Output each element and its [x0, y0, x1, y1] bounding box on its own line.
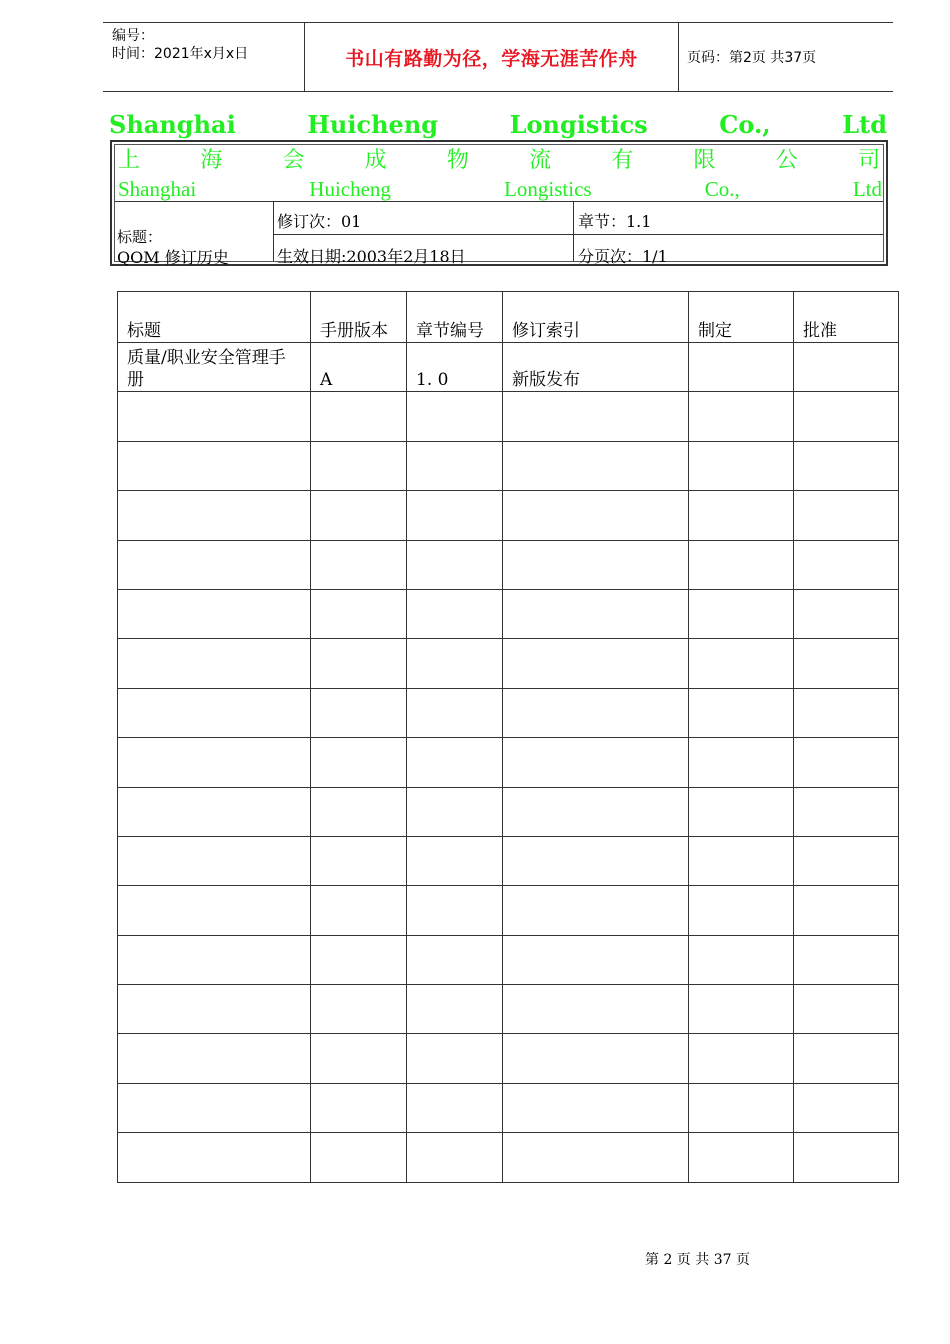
table-cell: [503, 787, 689, 836]
table-cell: [503, 589, 689, 638]
company-word: Shanghai: [109, 110, 236, 139]
table-cell: [503, 985, 689, 1034]
table-row: [118, 343, 899, 392]
doc-title-label: 标题：: [117, 228, 163, 246]
table-cell: [689, 392, 794, 441]
column-header: 章节编号: [407, 292, 503, 343]
table-cell: [118, 738, 311, 787]
table-cell: [794, 639, 899, 688]
divider: [115, 201, 883, 202]
table-cell: [503, 491, 689, 540]
table-cell: [503, 540, 689, 589]
company-char: 有: [611, 148, 634, 173]
table-row: [118, 985, 899, 1034]
table-cell: [407, 935, 503, 984]
company-name-english: [118, 176, 882, 202]
table-cell: [689, 738, 794, 787]
company-word: Shanghai: [118, 177, 197, 201]
table-cell: [689, 787, 794, 836]
page-info: 页码：第2页 共37页: [687, 50, 817, 66]
table-row: [118, 836, 899, 885]
table-cell: 1. 0: [407, 343, 503, 392]
table-cell: [689, 1133, 794, 1182]
table-cell: [407, 491, 503, 540]
table-cell: [118, 688, 311, 737]
table-cell: [407, 886, 503, 935]
table-cell: [794, 985, 899, 1034]
table-cell: [794, 1034, 899, 1083]
table-cell: [118, 392, 311, 441]
table-cell: [503, 935, 689, 984]
table-row: [118, 639, 899, 688]
table-cell: [689, 1083, 794, 1132]
page-header: [103, 22, 893, 92]
table-row: [118, 1133, 899, 1182]
table-row: [118, 491, 899, 540]
table-cell: [794, 738, 899, 787]
table-cell: [118, 787, 311, 836]
table-cell: [689, 343, 794, 392]
table-cell: [503, 886, 689, 935]
table-cell: [689, 639, 794, 688]
table-cell: [118, 985, 311, 1034]
company-name-bold: [109, 110, 887, 140]
table-cell: [311, 441, 407, 490]
table-cell: A: [311, 343, 407, 392]
table-cell: [689, 886, 794, 935]
table-cell: 新版发布: [503, 343, 689, 392]
table-cell: [407, 392, 503, 441]
chapter: 章节：1.1: [578, 212, 652, 231]
company-word: Huicheng: [309, 177, 391, 201]
doc-title-value: QOM 修订历史: [117, 248, 229, 267]
table-cell: [407, 639, 503, 688]
company-char: 物: [446, 148, 469, 173]
revision-number: 修订次：01: [277, 212, 362, 231]
table-cell: [407, 787, 503, 836]
company-char: 司: [857, 148, 880, 173]
table-cell: [794, 688, 899, 737]
table-cell: [311, 392, 407, 441]
company-word: Co.,: [704, 177, 740, 201]
table-cell: [689, 491, 794, 540]
table-row: [118, 540, 899, 589]
table-cell: [311, 1133, 407, 1182]
table-cell: [311, 639, 407, 688]
table-cell: [311, 1083, 407, 1132]
divider: [273, 234, 883, 235]
table-cell: [118, 1034, 311, 1083]
company-word: Huicheng: [307, 110, 439, 139]
table-cell: [794, 1083, 899, 1132]
table-header-row: [118, 292, 899, 343]
table-cell: [118, 836, 311, 885]
table-cell: [407, 589, 503, 638]
divider: [573, 201, 574, 261]
table-cell: 质量/职业安全管理手册: [118, 343, 311, 392]
table-row: [118, 787, 899, 836]
table-cell: [118, 639, 311, 688]
table-cell: [407, 688, 503, 737]
column-header: 制定: [689, 292, 794, 343]
table-row: [118, 589, 899, 638]
table-cell: [311, 985, 407, 1034]
table-row: [118, 1083, 899, 1132]
time-label: 时间：2021年x月x日: [112, 46, 249, 62]
table-cell: [118, 1133, 311, 1182]
table-cell: [794, 787, 899, 836]
table-cell: [118, 441, 311, 490]
table-cell: [503, 738, 689, 787]
table-cell: [794, 491, 899, 540]
table-cell: [311, 589, 407, 638]
table-cell: [794, 886, 899, 935]
table-cell: [503, 441, 689, 490]
table-cell: [118, 1083, 311, 1132]
table-row: [118, 392, 899, 441]
table-cell: [689, 589, 794, 638]
table-cell: [407, 1083, 503, 1132]
company-info-box: [110, 140, 888, 266]
company-word: Ltd: [842, 110, 887, 139]
motto: 书山有路勤为径，学海无涯苦作舟: [304, 23, 679, 91]
table-cell: [311, 935, 407, 984]
table-cell: [311, 688, 407, 737]
table-cell: [689, 985, 794, 1034]
table-cell: [503, 392, 689, 441]
company-word: Co.,: [719, 110, 771, 139]
company-name-chinese: [118, 148, 880, 174]
table-cell: [407, 836, 503, 885]
table-cell: [794, 343, 899, 392]
table-cell: [118, 935, 311, 984]
table-cell: [794, 392, 899, 441]
table-cell: [689, 935, 794, 984]
effective-date: 生效日期:2003年2月18日: [277, 247, 466, 266]
table-cell: [689, 688, 794, 737]
table-cell: [311, 738, 407, 787]
company-char: 公: [775, 148, 798, 173]
table-row: [118, 441, 899, 490]
table-cell: [311, 787, 407, 836]
column-header: 手册版本: [311, 292, 407, 343]
table-cell: [407, 540, 503, 589]
table-row: [118, 738, 899, 787]
table-cell: [407, 1133, 503, 1182]
table-cell: [311, 491, 407, 540]
header-left: [112, 27, 248, 63]
table-cell: [794, 1133, 899, 1182]
table-row: [118, 688, 899, 737]
table-cell: [503, 1133, 689, 1182]
table-cell: [118, 491, 311, 540]
table-cell: [689, 836, 794, 885]
table-cell: [118, 589, 311, 638]
table-cell: [503, 1034, 689, 1083]
table-cell: [407, 985, 503, 1034]
revision-table: [117, 291, 899, 1183]
company-char: 海: [200, 148, 223, 173]
table-cell: [407, 441, 503, 490]
table-cell: [311, 540, 407, 589]
table-cell: [689, 441, 794, 490]
company-char: 成: [364, 148, 387, 173]
table-row: [118, 935, 899, 984]
table-cell: [118, 886, 311, 935]
company-word: Longistics: [509, 110, 648, 139]
table-cell: [794, 935, 899, 984]
table-cell: [794, 836, 899, 885]
number-label: 编号：: [112, 28, 154, 44]
table-cell: [311, 886, 407, 935]
page-split: 分页次：1/1: [578, 247, 668, 266]
company-word: Longistics: [504, 177, 592, 201]
divider: [273, 201, 274, 261]
table-row: [118, 886, 899, 935]
company-info-inner: [114, 144, 884, 267]
table-cell: [794, 589, 899, 638]
table-cell: [311, 836, 407, 885]
table-cell: [689, 1034, 794, 1083]
company-char: 上: [118, 148, 141, 173]
table-cell: [503, 688, 689, 737]
table-cell: [794, 441, 899, 490]
table-cell: [311, 1034, 407, 1083]
table-cell: [407, 738, 503, 787]
table-row: [118, 1034, 899, 1083]
table-cell: [689, 540, 794, 589]
company-char: 会: [282, 148, 305, 173]
company-char: 限: [693, 148, 716, 173]
table-cell: [118, 540, 311, 589]
page-footer: 第 2 页 共 37 页: [645, 1252, 750, 1268]
table-cell: [503, 639, 689, 688]
table-cell: [503, 836, 689, 885]
company-word: Ltd: [852, 177, 882, 201]
column-header: 标题: [118, 292, 311, 343]
table-cell: [794, 540, 899, 589]
column-header: 批准: [794, 292, 899, 343]
column-header: 修订索引: [503, 292, 689, 343]
company-char: 流: [529, 148, 552, 173]
table-cell: [407, 1034, 503, 1083]
table-cell: [503, 1083, 689, 1132]
